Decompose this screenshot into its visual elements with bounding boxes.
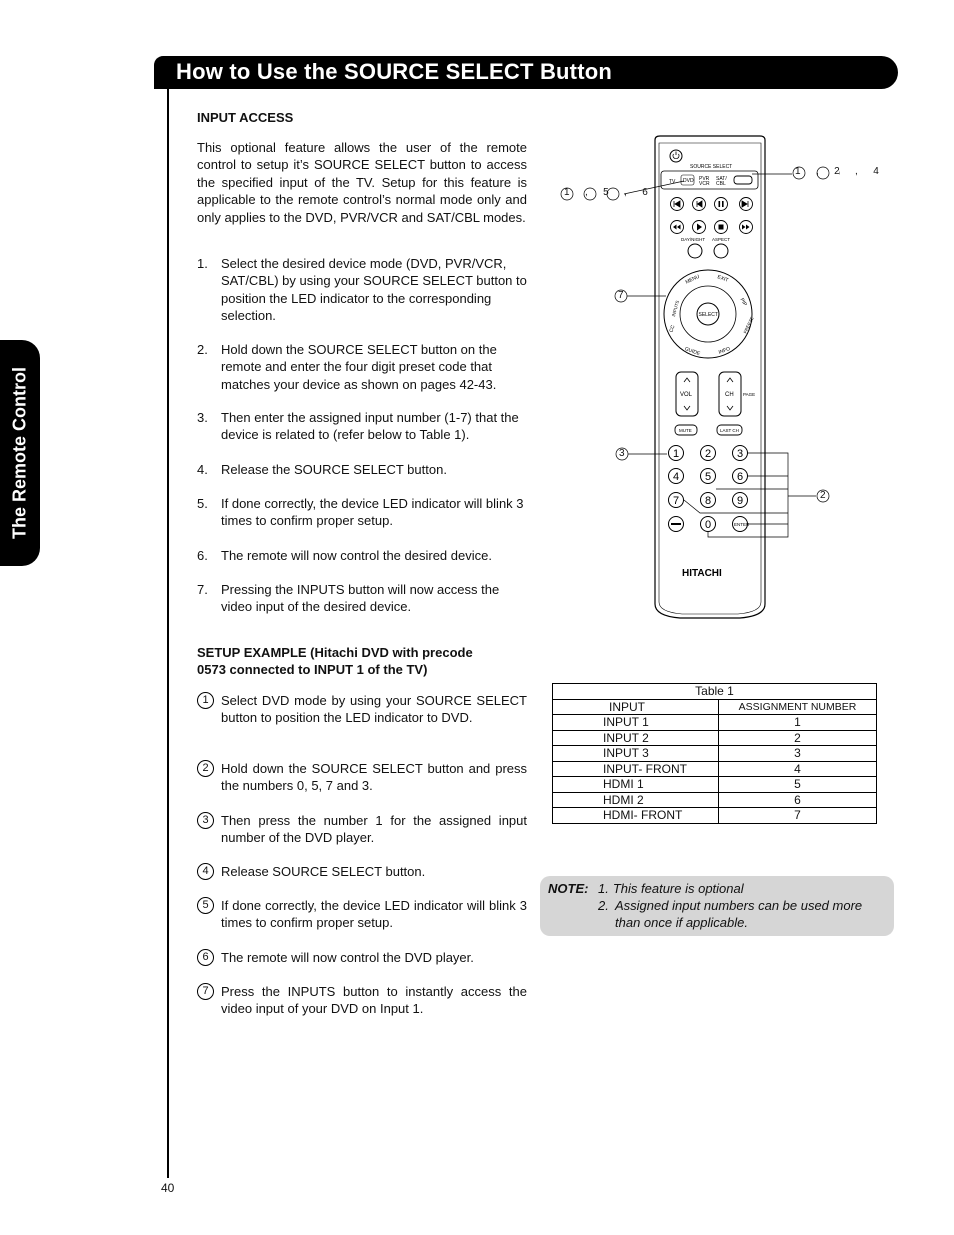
cell-input: HDMI- FRONT xyxy=(553,808,719,824)
side-tab xyxy=(0,340,40,566)
cell-number: 1 xyxy=(719,715,877,731)
input-access-intro: This optional feature allows the user of the remote control to setup it’s SOURCE SELECT button to access the specified input of the TV. Setup for this feature is applicable to the remote control’s normal mode only and only applies to the DVD, PVR/VCR and SAT/CBL modes. xyxy=(197,140,527,225)
select-label: SELECT xyxy=(698,312,718,318)
info-label: INFO xyxy=(717,345,732,356)
example-text: Press the INPUTS button to instantly access the video input of your DVD on Input 1. xyxy=(221,984,527,1017)
callout-top-left-text: 1 , 5 , 6 xyxy=(564,187,655,198)
example-step-6 xyxy=(197,949,527,966)
key-3: 3 xyxy=(736,448,744,460)
key-0: 0 xyxy=(704,519,712,531)
example-text: Hold down the SOURCE SELECT button and press the numbers 0, 5, 7 and 3. xyxy=(221,761,527,794)
circled-number: 1 xyxy=(197,692,214,709)
example-step-7 xyxy=(197,983,527,1018)
side-tab-label: The Remote Control xyxy=(9,366,30,540)
assignment-table xyxy=(552,683,877,824)
step-7 xyxy=(197,581,527,616)
cell-input: HDMI 1 xyxy=(553,777,719,793)
lastch-label: LAST CH xyxy=(720,428,739,433)
step-2 xyxy=(197,341,527,393)
step-text: If done correctly, the device LED indicator will blink 3 times to confirm proper setup. xyxy=(221,496,524,529)
header-assignment: ASSIGNMENT NUMBER xyxy=(719,699,877,715)
callout-7-text: 7 xyxy=(618,290,624,301)
cell-number: 6 xyxy=(719,792,877,808)
step-text: Select the desired device mode (DVD, PVR/VCR, SAT/CBL) by using your SOURCE SELECT button to position the LED indicator to the corresponding selection. xyxy=(221,256,527,324)
note-num: 1. xyxy=(598,881,609,896)
example-text: Select DVD mode by using your SOURCE SELECT button to position the LED indicator to DVD. xyxy=(221,693,527,726)
header-input: INPUT xyxy=(553,699,719,715)
circled-number: 2 xyxy=(197,760,214,777)
example-text: The remote will now control the DVD player. xyxy=(221,950,474,965)
callout-3-text: 3 xyxy=(619,448,625,459)
circled-number: 5 xyxy=(197,897,214,914)
note-text: Assigned input numbers can be used more than once if applicable. xyxy=(615,898,863,931)
setup-example-heading-1: SETUP EXAMPLE (Hitachi DVD with precode xyxy=(197,645,473,660)
note-item-2 xyxy=(598,897,888,932)
step-6 xyxy=(197,547,527,564)
circled-number: 7 xyxy=(197,983,214,1000)
key-8: 8 xyxy=(704,495,712,507)
cell-input: INPUT- FRONT xyxy=(553,761,719,777)
table-header-row xyxy=(553,699,877,715)
cell-input: HDMI 2 xyxy=(553,792,719,808)
key-1: 1 xyxy=(672,448,680,460)
margin-rule xyxy=(167,88,169,1178)
example-step-5 xyxy=(197,897,527,932)
source-select-label: SOURCE SELECT xyxy=(690,164,733,170)
guide-label: GUIDE xyxy=(683,346,701,358)
aspect-label: ASPECT xyxy=(712,237,731,242)
note-item-1 xyxy=(598,880,744,897)
daynight-button xyxy=(688,244,702,258)
table-row xyxy=(553,808,877,824)
page-number: 40 xyxy=(161,1181,175,1195)
cell-number: 4 xyxy=(719,761,877,777)
note-text: This feature is optional xyxy=(612,881,744,896)
title-bar xyxy=(154,56,898,89)
table-row xyxy=(553,761,877,777)
step-text: The remote will now control the desired device. xyxy=(221,548,492,563)
key-4: 4 xyxy=(672,471,680,483)
step-1 xyxy=(197,255,527,325)
circled-number: 3 xyxy=(197,812,214,829)
cell-number: 7 xyxy=(719,808,877,824)
circled-number: 6 xyxy=(197,949,214,966)
example-step-2 xyxy=(197,760,527,795)
table-caption: Table 1 xyxy=(553,684,877,700)
input-access-heading: INPUT ACCESS xyxy=(197,110,294,125)
example-step-3 xyxy=(197,812,527,847)
exit-label: EXIT xyxy=(716,274,730,284)
callout-2-text: 2 xyxy=(820,490,826,501)
mode-dvd: DVD xyxy=(683,178,694,184)
table-row xyxy=(553,746,877,762)
step-3 xyxy=(197,409,527,444)
key-7: 7 xyxy=(672,495,680,507)
example-step-1 xyxy=(197,692,527,727)
mode-sat: SAT/ xyxy=(716,176,727,182)
step-4 xyxy=(197,461,527,478)
step-num: 4. xyxy=(197,462,208,477)
example-step-4 xyxy=(197,863,527,880)
pip-label: PIP xyxy=(738,297,748,308)
example-text: Release SOURCE SELECT button. xyxy=(221,864,426,879)
inputs-label: INPUTS xyxy=(670,299,681,318)
pause-icon xyxy=(715,198,728,211)
step-text: Then enter the assigned input number (1-7) that the device is related to (refer below to Table 1). xyxy=(221,410,519,443)
key-5: 5 xyxy=(704,471,712,483)
table-row xyxy=(553,792,877,808)
brand-logo: HITACHI xyxy=(682,568,722,579)
example-text: If done correctly, the device LED indicator will blink 3 times to confirm proper setup. xyxy=(221,898,527,931)
cell-number: 2 xyxy=(719,730,877,746)
vol-label: VOL xyxy=(680,392,693,398)
mode-pvr: PVR xyxy=(699,176,710,182)
table-row xyxy=(553,730,877,746)
callout-top-right-text: 1 , 2 , 4 xyxy=(795,166,886,177)
menu-label: MENU xyxy=(684,273,701,286)
mode-vcr: VCR xyxy=(699,181,710,187)
setup-example-heading-2: 0573 connected to INPUT 1 of the TV) xyxy=(197,662,428,677)
cell-input: INPUT 3 xyxy=(553,746,719,762)
step-text: Pressing the INPUTS button will now access the video input of the desired device. xyxy=(221,582,500,615)
step-5 xyxy=(197,495,527,530)
step-text: Hold down the SOURCE SELECT button on the remote and enter the four digit preset code that matches your device as shown on pages 42-43. xyxy=(221,342,497,392)
remote-control-illustration xyxy=(540,134,840,624)
step-num: 7. xyxy=(197,582,208,597)
step-num: 6. xyxy=(197,548,208,563)
key-2: 2 xyxy=(704,448,712,460)
ch-label: CH xyxy=(725,392,734,398)
step-num: 2. xyxy=(197,342,208,357)
daynight-label: DAY/NIGHT xyxy=(681,237,706,242)
cell-input: INPUT 2 xyxy=(553,730,719,746)
aspect-button xyxy=(714,244,728,258)
note-label: NOTE: xyxy=(548,881,589,896)
cell-number: 5 xyxy=(719,777,877,793)
page-label: PAGE xyxy=(743,392,756,397)
step-num: 5. xyxy=(197,496,208,511)
mute-label: MUTE xyxy=(679,428,692,433)
step-num: 1. xyxy=(197,256,208,271)
dash-glyph xyxy=(671,523,681,525)
page-title: How to Use the SOURCE SELECT Button xyxy=(176,59,612,84)
note-num: 2. xyxy=(598,898,609,913)
source-select-button xyxy=(734,176,752,184)
key-9: 9 xyxy=(736,495,744,507)
step-num: 3. xyxy=(197,410,208,425)
key-6: 6 xyxy=(736,471,744,483)
cc-label: CC xyxy=(668,324,677,334)
table-row xyxy=(553,715,877,731)
cell-number: 3 xyxy=(719,746,877,762)
cell-input: INPUT 1 xyxy=(553,715,719,731)
note-box xyxy=(540,876,894,936)
enter-label: ENTER xyxy=(734,522,750,527)
table-row xyxy=(553,777,877,793)
circled-number: 4 xyxy=(197,863,214,880)
step-text: Release the SOURCE SELECT button. xyxy=(221,462,447,477)
mode-cbl: CBL xyxy=(716,181,726,187)
example-text: Then press the number 1 for the assigned input number of the DVD player. xyxy=(221,813,527,846)
mode-tv: TV xyxy=(669,179,676,185)
freeze-label: FREEZE xyxy=(742,316,755,335)
